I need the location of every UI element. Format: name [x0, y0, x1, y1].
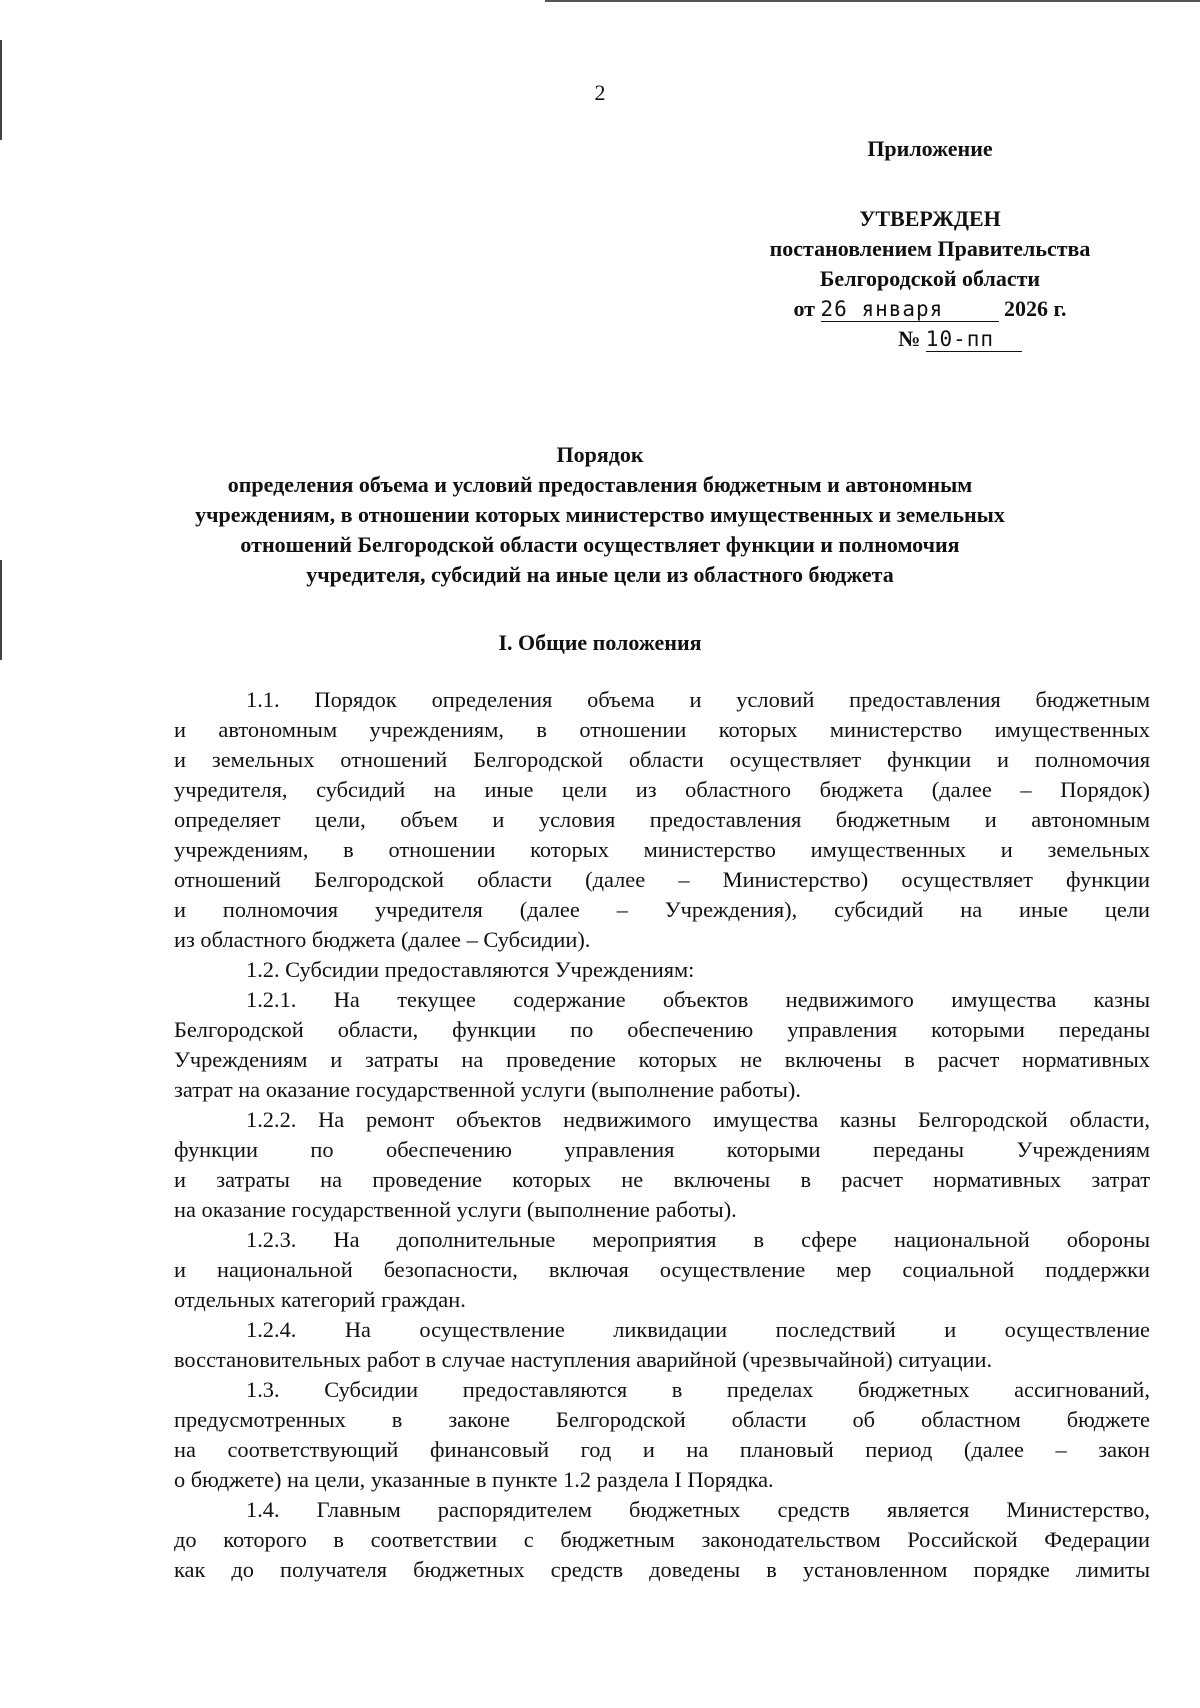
body-line: и национальной безопасности, включая осуществление мер социальной поддержки [174, 1257, 1150, 1282]
body-line: 1.2.2. На ремонт объектов недвижимого имущества казны Белгородской области, [246, 1107, 1150, 1132]
body-line: 1.1. Порядок определения объема и условий предоставления бюджетным [246, 687, 1150, 712]
date-year: 2026 г. [1004, 296, 1067, 321]
body-line: из областного бюджета (далее – Субсидии). [174, 927, 591, 952]
body-line: как до получателя бюджетных средств доведены в установленном порядке лимиты [174, 1557, 1150, 1582]
body-line: и полномочия учредителя (далее – Учреждения), субсидий на иные цели [174, 897, 1150, 922]
scan-left-edge [0, 560, 2, 660]
body-line: учреждениям, в отношении которых министерство имущественных и земельных [174, 837, 1150, 862]
document-body [174, 685, 1150, 1585]
region-line: Белгородской области [819, 266, 1041, 291]
body-line: на соответствующий финансовый год и на плановый период (далее – закон [174, 1437, 1150, 1462]
body-line: 1.2. Субсидии предоставляются Учреждениям: [246, 957, 695, 982]
title-line: отношений Белгородской области осуществляет функции и полномочия [240, 532, 960, 557]
body-line: Белгородской области, функции по обеспечению управления которыми переданы [174, 1017, 1150, 1042]
approved-by-line: постановлением Правительства [769, 236, 1091, 261]
date-line [700, 294, 1160, 324]
body-line: учредителя, субсидий на иные цели из областного бюджета (далее – Порядок) [174, 777, 1150, 802]
body-line: до которого в соответствии с бюджетным законодательством Российской Федерации [174, 1527, 1150, 1552]
date-month: января [861, 297, 944, 321]
body-line: о бюджете) на цели, указанные в пункте 1.2 раздела I Порядка. [174, 1467, 774, 1492]
body-line: и затраты на проведение которых не включены в расчет нормативных затрат [174, 1167, 1150, 1192]
number-prefix: № [898, 326, 921, 351]
body-line: 1.2.4. На осуществление ликвидации последствий и осуществление [246, 1317, 1150, 1342]
body-line: восстановительных работ в случае наступления аварийной (чрезвычайной) ситуации. [174, 1347, 993, 1372]
body-line: 1.2.3. На дополнительные мероприятия в сфере национальной обороны [246, 1227, 1150, 1252]
scan-top-edge [545, 0, 1200, 2]
number-line [700, 324, 1160, 354]
body-line: 1.2.1. На текущее содержание объектов недвижимого имущества казны [246, 987, 1150, 1012]
body-line: 1.4. Главным распорядителем бюджетных средств является Министерство, [246, 1497, 1150, 1522]
body-line: на оказание государственной услуги (выполнение работы). [174, 1197, 737, 1222]
body-line: отдельных категорий граждан. [174, 1287, 466, 1312]
date-day: 26 [820, 297, 848, 321]
body-line: и автономным учреждениям, в отношении которых министерство имущественных [174, 717, 1150, 742]
number-handwritten: 10-пп [926, 327, 1022, 352]
body-line: затрат на оказание государственной услуги (выполнение работы). [174, 1077, 801, 1102]
body-line: Учреждениям и затраты на проведение которых не включены в расчет нормативных [174, 1047, 1150, 1072]
document-title [160, 440, 1040, 590]
body-line: предусмотренных в законе Белгородской области об областном бюджете [174, 1407, 1150, 1432]
body-line: 1.3. Субсидии предоставляются в пределах бюджетных ассигнований, [246, 1377, 1150, 1402]
title-line: определения объема и условий предоставления бюджетным и автономным [227, 472, 973, 497]
date-prefix: от [793, 296, 815, 321]
date-handwritten [821, 297, 999, 322]
page-number: 2 [594, 80, 606, 105]
approval-block [700, 134, 1160, 354]
body-line: и земельных отношений Белгородской области осуществляет функции и полномочия [174, 747, 1150, 772]
section-title: I. Общие положения [498, 630, 702, 655]
title-line: учредителя, субсидий на иные цели из областного бюджета [306, 562, 894, 587]
title-line: учреждениям, в отношении которых министерство имущественных и земельных [195, 502, 1005, 527]
body-line: определяет цели, объем и условия предоставления бюджетным и автономным [174, 807, 1150, 832]
title-heading: Порядок [556, 442, 644, 467]
approved-label: УТВЕРЖДЕН [859, 206, 1001, 231]
body-line: отношений Белгородской области (далее – Министерство) осуществляет функции [174, 867, 1150, 892]
appendix-label: Приложение [867, 136, 993, 161]
body-line: функции по обеспечению управления которыми переданы Учреждениям [174, 1137, 1150, 1162]
